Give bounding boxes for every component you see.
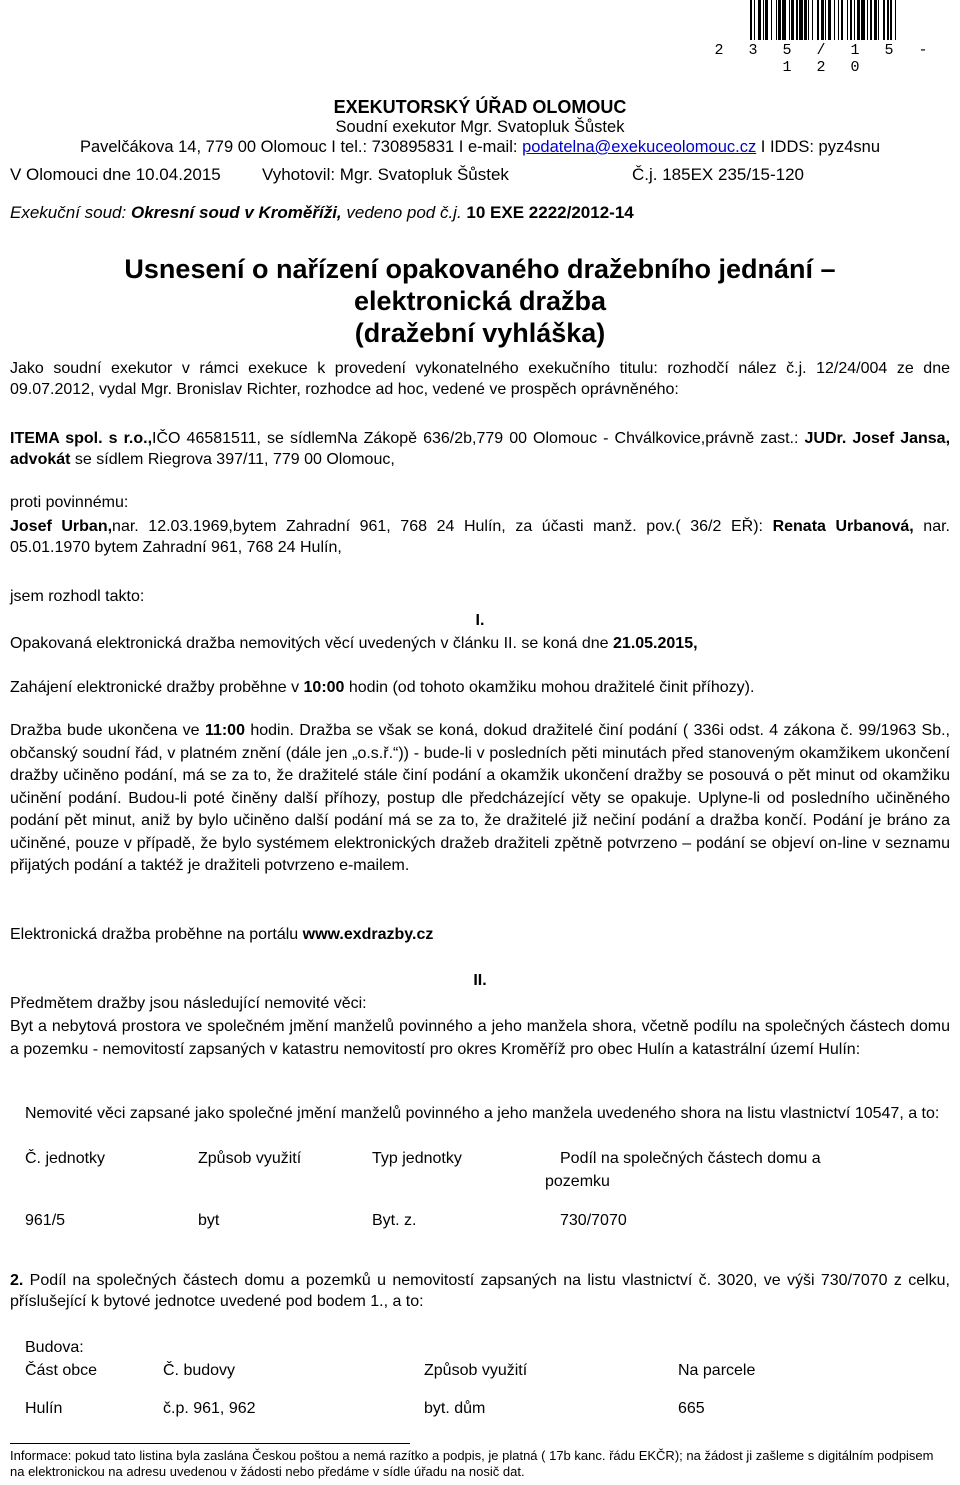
- portal-text: Elektronická dražba proběhne na portálu: [10, 926, 303, 943]
- building-header-parcel: Na parcele: [678, 1362, 756, 1379]
- footer-note: Informace: pokud tato listina byla zaslána Českou poštou a nemá razítko a podpis, je platná ( 17b kanc. řádu EKČR); na žádost ji zašleme s digitálním podpisem na elektronickou na adresu uvedenou v žádosti nebo předáme v sídle úřadu na nosič dat.: [10, 1448, 934, 1479]
- office-contact: [0, 137, 960, 157]
- debtor2-details: nar. 05.01.1970 bytem Zahradní 961, 768 24 Hulín,: [10, 518, 950, 556]
- auction-end-text: Dražba bude ukončena ve: [10, 722, 205, 739]
- auction-date-text: Opakovaná elektronická dražba nemovitých věcí uvedených v článku II. se koná dne: [10, 635, 614, 652]
- unit-table-cell-type: Byt. z.: [372, 1212, 417, 1229]
- auction-date-comma: ,: [693, 635, 698, 652]
- office-executor: Soudní exekutor Mgr. Svatopluk Šůstek: [335, 118, 625, 136]
- creditor-details: IČO 46581511, se sídlemNa Zákopě 636/2b,779 00 Olomouc - Chválkovice,právně zast.:: [152, 430, 805, 447]
- section-1-heading: I.: [475, 612, 485, 629]
- section-2-heading: II.: [473, 972, 487, 989]
- shared-parts-paragraph: [10, 1270, 950, 1312]
- building-header-part: Část obce: [25, 1362, 98, 1379]
- contact-address: Pavelčákova 14, 779 00 Olomouc I tel.: 730895831 I e-mail:: [79, 138, 523, 156]
- auction-start-time: 10:00: [303, 679, 345, 696]
- issued-by: Vyhotovil: Mgr. Svatopluk Šůstek: [262, 165, 509, 184]
- debtor-paragraph: [10, 516, 950, 558]
- case-number: Č.j. 185EX 235/15-120: [632, 165, 805, 184]
- property-paragraph: Byt a nebytová prostora ve společném jmění manželů povinného a jeho manžela shora, včetně podílu na společných částech domu a pozemku - nemovitostí zapsaných v katastru nemovitostí pro okres Kroměříž pro obec Hulín a katastrální území Hulín:: [10, 1018, 950, 1058]
- unit-table-header-share: Podíl na společných částech domu a: [560, 1150, 821, 1167]
- document-title: [0, 253, 960, 349]
- creditor-paragraph: [10, 428, 950, 470]
- auction-end-rules: hodin. Dražba se však se koná, dokud dražitelé činí podání ( 336i odst. 4 zákona č. 99/1963 Sb., občanský soudní řád, v platném znění (dále jen „o.s.ř.“)) - bude-li v posledních pěti minutách před stanoveným okamžikem ukončení dražby učiněno podání, má se za to, že dražitelé stále činí podání a okamžik ukončení dražby se posouvá o pět minut od okamžiku učinění podání. Budou-li poté činěny další příhozy, postup dle předcházející věty se opakuje. Uplyne-li od posledního učiněného podání pět minut, aniž by bylo učiněno další podání má se za to, že dražitelé již nečiní podání a dražba končí. Podání je bráno za učiněné, pouze v případě, že bylo systémem elektronických dražeb dražiteli zpětně potvrzeno – podání se objeví on-line v seznamu přijatých podání a taktéž je dražiteli potvrzeno e-mailem.: [10, 722, 950, 874]
- barcode-bars: [700, 0, 950, 40]
- shared-parts-text: Podíl na společných částech domu a pozemků u nemovitostí zapsaných na listu vlastnictví č. 3020, ve výši 730/7070 z celku, příslušející k bytové jednotce uvedené pod bodem 1., a to:: [10, 1272, 950, 1310]
- auction-start-text: Zahájení elektronické dražby proběhne v: [10, 679, 304, 696]
- decision-label: jsem rozhodl takto:: [10, 588, 145, 605]
- email-link[interactable]: podatelna@exekuceolomouc.cz: [522, 138, 757, 156]
- creditor-name: ITEMA spol. s r.o.,: [10, 430, 153, 447]
- office-header: [0, 97, 960, 157]
- title-line-2: elektronická dražba: [353, 286, 607, 316]
- building-cell-parcel: 665: [678, 1400, 705, 1417]
- barcode-number: 2 3 5 / 1 5 - 1 2 0: [714, 42, 936, 76]
- issue-place-date: V Olomouci dne 10.04.2015: [10, 165, 221, 184]
- ownership-paragraph: Nemovité věci zapsané jako společné jmění manželů povinného a jeho manžela uvedeného shora na listu vlastnictví 10547, a to:: [25, 1105, 940, 1122]
- unit-table-header-share-cont: pozemku: [545, 1173, 610, 1190]
- unit-table-cell-use: byt: [198, 1212, 220, 1229]
- court-line: [10, 203, 634, 223]
- building-header-use: Způsob využití: [424, 1362, 528, 1379]
- debtor2-name: Renata Urbanová,: [772, 518, 914, 535]
- court-label: Exekuční soud:: [10, 203, 131, 222]
- barcode: [700, 0, 950, 76]
- debtor1-details: nar. 12.03.1969,bytem Zahradní 961, 768 24 Hulín, za účasti manž. pov.( 36/2 EŘ):: [112, 518, 773, 535]
- building-cell-use: byt. dům: [424, 1400, 486, 1417]
- contact-idds: I IDDS: pyz4snu: [756, 138, 881, 156]
- footer-divider: [10, 1443, 410, 1444]
- attorney-details: se sídlem Riegrova 397/11, 779 00 Olomouc,: [70, 451, 395, 468]
- debtor1-name: Josef Urban,: [10, 518, 113, 535]
- item-number: 2.: [10, 1272, 24, 1289]
- unit-table-header-use: Způsob využití: [198, 1150, 302, 1167]
- auction-date-paragraph: [10, 633, 950, 654]
- intro-paragraph: Jako soudní exekutor v rámci exekuce k provedení vykonatelného exekučního titulu: rozhodčí nález č.j. 12/24/004 ze dne 09.07.2012, vydal Mgr. Bronislav Richter, rozhodce ad hoc, vedené ve prospěch oprávněného:: [10, 360, 950, 398]
- auction-start-paragraph: [10, 677, 950, 698]
- court-ref: 10 EXE 2222/2012-14: [466, 203, 634, 222]
- auction-end-paragraph: [10, 720, 950, 878]
- office-name: EXEKUTORSKÝ ÚŘAD OLOMOUC: [333, 97, 627, 117]
- barcode-bar: [896, 0, 900, 40]
- title-line-1: Usnesení o nařízení opakovaného dražebního jednání –: [124, 254, 836, 284]
- auction-end-time: 11:00: [204, 722, 245, 739]
- portal-paragraph: [10, 924, 433, 945]
- court-name: Okresní soud v Kroměříži,: [130, 203, 342, 222]
- subject-intro: Předmětem dražby jsou následující nemovité věci:: [10, 995, 367, 1012]
- title-line-3: (dražební vyhláška): [354, 318, 606, 348]
- court-mid: vedeno pod č.j.: [341, 203, 467, 222]
- unit-table-header-unit: Č. jednotky: [25, 1150, 106, 1167]
- auction-date: 21.05.2015: [613, 635, 694, 652]
- unit-table-header-type: Typ jednotky: [372, 1150, 462, 1167]
- unit-table-cell-unit: 961/5: [25, 1212, 66, 1229]
- unit-table-cell-share: 730/7070: [560, 1212, 627, 1229]
- building-cell-part: Hulín: [25, 1400, 63, 1417]
- building-header-number: Č. budovy: [163, 1362, 236, 1379]
- attorney-name: JUDr. Josef Jansa, advokát: [10, 430, 951, 468]
- auction-start-note: hodin (od tohoto okamžiku mohou dražitelé činit příhozy).: [344, 679, 755, 696]
- building-cell-number: č.p. 961, 962: [163, 1400, 256, 1417]
- against-label: proti povinnému:: [10, 494, 129, 511]
- portal-url[interactable]: www.exdrazby.cz: [302, 926, 434, 943]
- building-caption: Budova:: [25, 1339, 84, 1356]
